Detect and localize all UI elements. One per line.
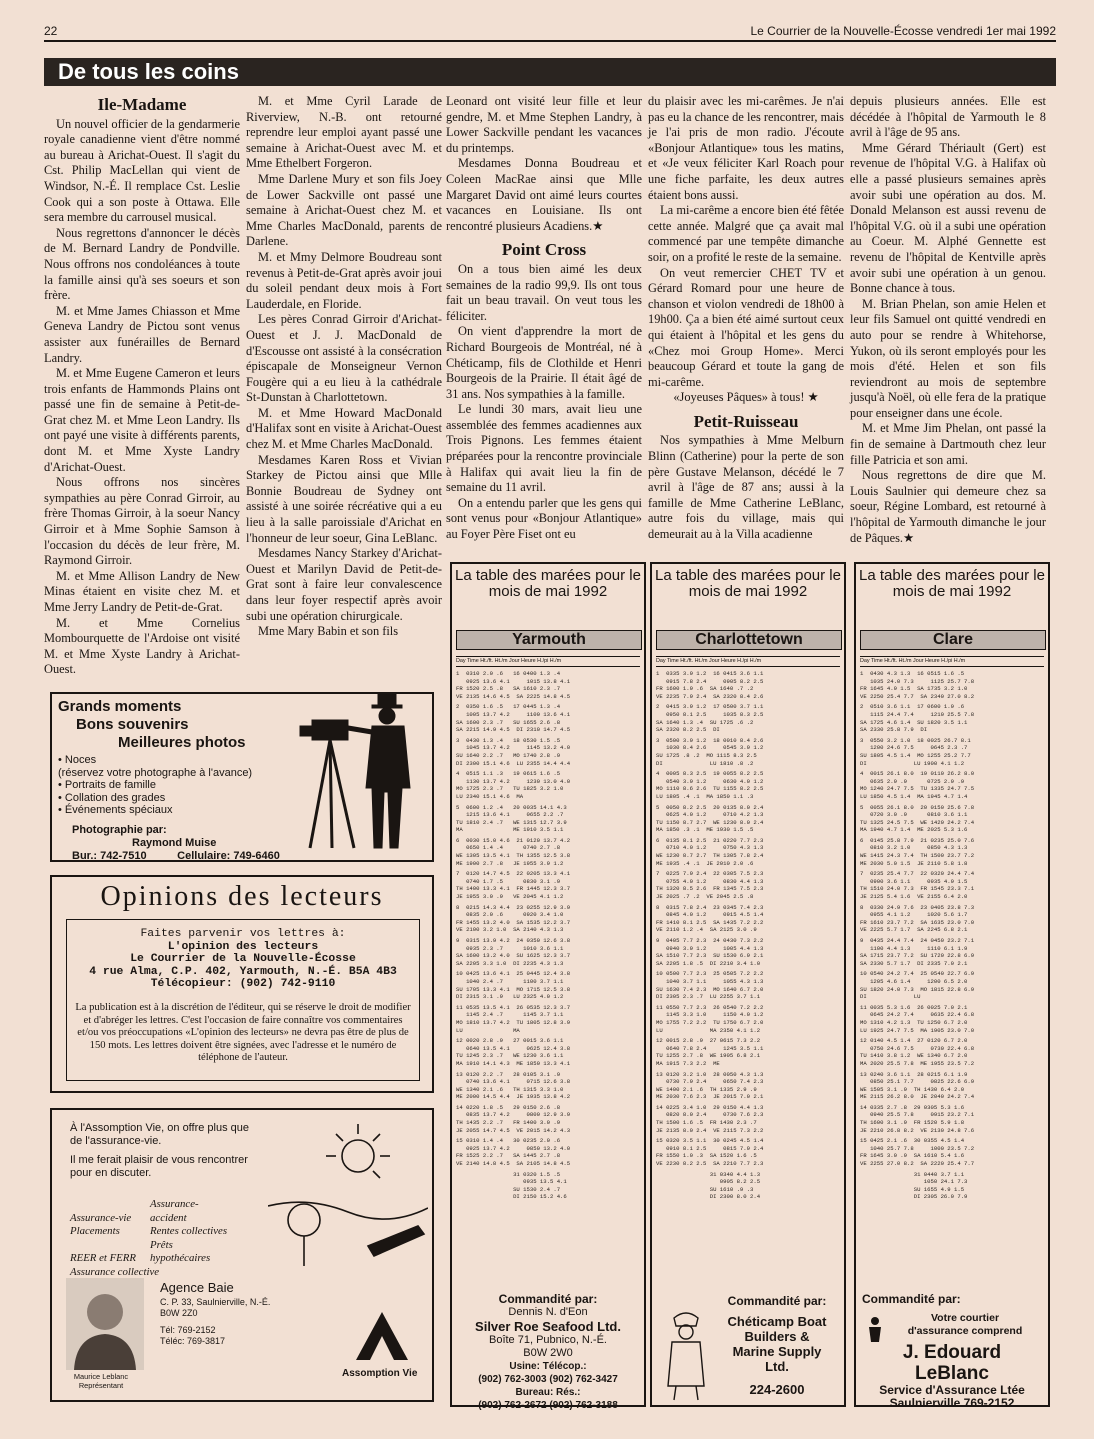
tide-row: MO 1310 4.2 1.3 TU 1250 6.7 2.0 [860, 1018, 968, 1026]
tide-row: TH 1400 13.3 4.1 FR 1445 12.3 3.7 [456, 885, 571, 893]
tide-row: 14 0220 1.8 .5 29 0150 2.6 .8 [456, 1103, 561, 1111]
tide-row: 0955 4.1 1.2 1020 5.6 1.7 [860, 911, 968, 919]
tide-row: 0740 1.7 .5 0830 3.1 .9 [456, 877, 561, 885]
tide-row: 15 0310 1.4 .4 30 0235 2.0 .6 [456, 1137, 561, 1145]
opinions-address: Faites parvenir vos lettres à: L'opinion des lecteurs Le Courrier de la Nouvelle-Écosse 4 rue Alma, C.P. 402, Yarmouth, N.-É. B5A 4B3 Télécopieur: (902) 742-9110 [89, 928, 397, 991]
tide-row: JE 2135 8.0 2.4 VE 2115 7.3 2.2 [656, 1126, 764, 1134]
paragraph: Mme Gérard Thériault (Gert) est revenue de l'hôpital V.G. à Halifax où elle a passé plusieurs semaines après avoir subi une opération au dos. M. Donald Melanson est aussi revenu de l'hôpital V.G. où il a subi une opération au Coeur. M. Alphé Gennette est revenu de l'hôpital de Kentville après avoir subi une opération à un genou. Bonne chance à tous. [850, 140, 1046, 296]
tide-row: 0940 25.5 7.8 0915 23.2 7.1 [860, 1111, 975, 1119]
tide-row: SU 1805 4.5 1.4 MO 1255 25.2 7.7 [860, 751, 971, 759]
paragraph: M. et Mmy Delmore Boudreau sont revenus à Petit-de-Grat après avoir joui du soleil pendant deux mois à Fort Lauderdale, en Floride. [246, 249, 442, 311]
tide-row: TU 1245 2.3 .7 WE 1230 3.6 1.1 [456, 1052, 564, 1060]
tide-row: 15 0320 3.5 1.1 30 0245 4.5 1.4 [656, 1137, 764, 1145]
tide-row: 0730 7.9 2.4 0650 7.4 2.3 [656, 1078, 764, 1086]
tide-title: La table des marées pour le mois de mai 1992 [455, 567, 641, 600]
tide-row: MA 1910 14.1 4.3 ME 1850 13.3 4.1 [456, 1059, 571, 1067]
paragraph: Nous offrons nos sincères sympathies au père Conrad Girroir, au frère Thomas Girroir, à la soeur Nancy Girroir et à Mme Sophie Samson à l'occasion du décès de leur frère, M. Raymond Girroir. [44, 475, 240, 568]
tide-row: VE 2110 1.2 .4 SA 2125 3.0 .9 [656, 926, 757, 934]
tide-row: LU 2340 15.1 4.6 MA [456, 792, 524, 800]
tide-row: 10 0500 7.7 2.3 25 0505 7.2 2.2 [656, 970, 764, 978]
tide-row: SU 1610 .9 .3 [656, 1185, 754, 1193]
tide-row: 0740 13.6 4.1 0715 12.6 3.8 [456, 1078, 571, 1086]
tide-row: JE 2055 14.7 4.5 VE 2015 14.2 4.3 [456, 1126, 571, 1134]
tide-row: FR 1455 13.2 4.0 SA 1535 12.2 3.7 [456, 918, 571, 926]
tide-row: DI 2315 3.1 .9 LU 2325 4.0 1.2 [456, 993, 564, 1001]
column-5 [850, 94, 1046, 546]
tide-row: DI 2305 26.0 7.9 [860, 1193, 968, 1201]
tide-row: 8 0315 7.8 2.4 23 0345 7.4 2.3 [656, 903, 764, 911]
tide-row: 15 0425 2.1 .6 30 0355 4.5 1.4 [860, 1137, 965, 1145]
tide-row: SU 1630 7.4 2.3 MO 1640 6.7 2.0 [656, 985, 764, 993]
paragraph: La mi-carême a encore bien été fêtée cette année. Malgré que ça avait mal commencé par une tempête dimanche soir, on a profité le reste de la semaine. [648, 203, 844, 264]
heading-point-cross: Point Cross [501, 240, 587, 260]
tide-row: 1100 4.4 1.3 1110 6.1 1.9 [860, 944, 968, 952]
tide-row: SA 2330 5.7 1.7 DI 2335 7.0 2.1 [860, 959, 968, 967]
tide-row: 11 0550 7.7 2.3 26 0540 7.2 2.2 [656, 1003, 764, 1011]
tide-row: 3 0500 3.9 1.2 18 0010 8.4 2.6 [656, 736, 764, 744]
tide-row: 2 0350 1.6 .5 17 0445 1.3 .4 [456, 703, 561, 711]
paragraph: Mesdames Karen Ross et Vivian Starkey de Pictou ainsi que Mlle Bonnie Boudreau de Sydney ont assisté à une soirée récréative qui a eu lieu à la salle paroissiale d'Arichat en l'honneur de leur soeur, Gina LeBlanc. [246, 452, 442, 545]
tide-row: 1130 13.7 4.2 1230 13.0 4.0 [456, 777, 571, 785]
page-number: 22 [44, 24, 58, 38]
heading-petit-ruisseau: Petit-Ruisseau [693, 411, 799, 431]
tide-row: 0835 2.0 .6 0920 3.4 1.0 [456, 911, 564, 919]
paragraph: Leonard ont visité leur fille et leur gendre, M. et Mme Stephen Landry, à Lower Sackville pendant les vacances du printemps. [446, 94, 642, 155]
section-banner [44, 58, 1056, 86]
tide-row: FR 1525 2.2 .7 SA 1445 2.7 .8 [456, 1152, 561, 1160]
tide-row: 0640 13.5 4.1 0625 12.4 3.8 [456, 1044, 571, 1052]
tide-row: LU 1850 4.5 1.4 MA 1945 4.7 1.4 [860, 792, 968, 800]
tide-row: MO 1810 13.7 4.2 TU 1805 12.8 3.9 [456, 1018, 571, 1026]
tide-row: SU 1725 .8 .2 MO 1115 8.3 2.5 [656, 751, 757, 759]
tide-row: DI LU [860, 993, 921, 1001]
tide-row: MO 1240 24.7 7.5 TU 1335 24.7 7.5 [860, 785, 975, 793]
tide-row: 0910 8.1 2.5 0815 7.9 2.4 [656, 1144, 764, 1152]
tide-row: 7 0235 25.4 7.7 22 0320 24.4 7.4 [860, 870, 975, 878]
tide-row: 0925 13.6 4.1 1015 13.8 4.1 [456, 677, 571, 685]
tide-row: 9 0435 24.4 7.4 24 0450 23.2 7.1 [860, 937, 975, 944]
tide-location: Yarmouth [456, 630, 642, 650]
column-4 [648, 94, 844, 543]
paragraph: On a entendu parler que les gens qui sont venus pour «Bonjour Atlantique» au Foyer Père Fiset ont eu [446, 495, 642, 542]
tide-header: Day Time Ht./ft. Ht./m Jour Heure H./pi H./m [860, 656, 1044, 667]
tide-row: SU 1820 24.0 7.3 MO 1815 22.8 6.9 [860, 985, 975, 993]
tide-row: 0820 8.0 2.4 0730 7.6 2.3 [656, 1111, 764, 1119]
column-1 [44, 94, 240, 678]
tide-row: MO 1755 7.2 2.2 TU 1750 6.7 2.0 [656, 1018, 764, 1026]
tide-row: 4 0005 8.3 2.5 19 0055 8.2 2.5 [656, 770, 764, 778]
tide-row: SA 2215 14.9 4.5 DI 2310 14.7 4.5 [456, 726, 571, 734]
tide-row: WE 1400 2.1 .6 TH 1335 2.9 .9 [656, 1085, 757, 1093]
tide-row: JE 1955 3.0 .9 VE 2045 4.1 1.2 [456, 893, 564, 901]
tide-sponsor: Commandité par: Votre courtier d'assurance comprend J. Edouard LeBlanc Service d'Assurance Ltée Saulnierville 769-2152 [862, 1292, 1025, 1410]
tide-row: VE 2250 25.4 7.7 SA 2340 27.0 8.2 [860, 692, 975, 700]
tide-row: MA ME 1910 3.5 1.1 [456, 826, 564, 834]
paragraph: Les pères Conrad Girroir d'Arichat-Ouest et J. J. MacDonald de d'Escousse ont assisté à la consécration épiscapale de Monseigneur Vernon Fougère qui a eu lieu à la cathédrale St-Dunstan à Charlottetown. [246, 312, 442, 405]
tide-row: 1005 13.7 4.2 1100 13.6 4.1 [456, 710, 571, 718]
paragraph: depuis plusieurs années. Elle est décédée à l'hôpital de Yarmouth le 8 avril à l'âge de 95 ans. [850, 94, 1046, 140]
tide-row: 12 0015 2.8 .9 27 0615 7.3 2.2 [656, 1037, 761, 1045]
tide-location: Charlottetown [656, 630, 842, 650]
tide-row: JE 2025 .7 .2 VE 2045 2.5 .8 [656, 893, 754, 901]
paragraph: «Joyeuses Pâques» à tous! ★ [673, 390, 819, 405]
tide-row: SA 1510 7.7 2.3 SU 1530 6.9 2.1 [656, 952, 764, 960]
opinions-title: Opinions des lecteurs [100, 881, 384, 912]
assomption-logo-icon [354, 1310, 410, 1364]
tide-row: 0810 3.2 1.0 0850 4.3 1.3 [860, 844, 968, 852]
page-header [44, 24, 1056, 40]
tide-row: 13 0120 3.2 1.0 28 0050 4.3 1.3 [656, 1070, 764, 1078]
tide-row: 3 0550 3.2 1.0 18 0025 26.7 8.1 [860, 736, 971, 744]
tide-row: TU 1255 2.7 .8 WE 1905 6.8 2.1 [656, 1052, 761, 1060]
tide-row: FR 1610 23.7 7.2 SA 1635 23.0 7.0 [860, 918, 975, 926]
paragraph: du plaisir avec les mi-carêmes. Je n'ai pas eu la chance de les rencontrer, mais je l'ai pris de mon radio. J'écoute «Bonjour Atlantique» tous les matins, et «Je veux féliciter Karl Roach pour une fiche parfaite, les deux autres étaient bons aussi. [648, 94, 844, 202]
tide-row: ME 2000 14.5 4.4 JE 1935 13.8 4.2 [456, 1093, 571, 1101]
tide-row: 1 0335 3.9 1.2 16 0415 3.6 1.1 [656, 670, 764, 677]
tide-row: 0905 8.2 2.5 [656, 1178, 761, 1186]
paragraph: On vient d'apprendre la mort de Richard Bourgeois de Montréal, né à Chéticamp, fils de Clothilde et Henri Bourgeois de la Prairie. Il était âgé de 31 ans. Nos sympathies à la famille. [446, 324, 642, 401]
tide-row: 2 0510 3.6 1.1 17 0600 1.9 .6 [860, 703, 965, 711]
tide-row: 1145 2.4 .7 1145 3.7 1.1 [456, 1011, 564, 1019]
tide-row: 1035 24.0 7.3 1125 25.7 7.8 [860, 677, 975, 685]
tide-row: 31 0440 3.7 1.1 [860, 1170, 965, 1178]
paragraph: M. et Mme Cyril Larade de Riverview, N.-B. ont retourné reprendre leur emploi ayant passé une semaine à Arichat-Ouest avec M. et Mme Ethelbert Forgeron. [246, 94, 442, 171]
tide-row: 7 0225 7.9 2.4 22 0305 7.5 2.3 [656, 870, 764, 878]
tide-row: 0640 7.8 2.4 1245 3.5 1.1 [656, 1044, 764, 1052]
paragraph: Mesdames Nancy Starkey d'Arichat-Ouest et Marilyn David de Petit-de-Grat sont à faire leur convalescence dans leur foyer respectif après avoir subi une opération chirurgicale. [246, 546, 442, 623]
tide-row: 4 0015 26.1 8.0 19 0110 26.2 8.0 [860, 770, 975, 778]
tide-title: La table des marées pour le mois de mai 1992 [859, 567, 1045, 600]
tide-row: 0635 2.9 .9 0725 2.9 .9 [860, 777, 965, 785]
tide-row: MO 1725 2.3 .7 TU 1825 3.2 1.0 [456, 785, 564, 793]
tide-row: 5 0050 8.2 2.5 20 0135 8.0 2.4 [656, 803, 764, 811]
tide-row: 0650 1.4 .4 0740 2.7 .8 [456, 844, 561, 852]
tide-row: FR 1600 1.9 .6 SA 1640 .7 .2 [656, 685, 754, 693]
tide-row: DI LU 1900 4.1 1.2 [860, 759, 965, 767]
sun-tree-drawing-icon [268, 1116, 428, 1286]
tide-row: TH 1600 3.1 .9 FR 1520 5.9 1.8 [860, 1119, 965, 1127]
agent-caption: Maurice Leblanc Représentant [73, 1372, 129, 1390]
tide-row: SA 2320 8.2 2.5 DI [656, 726, 720, 734]
paragraph: Un nouvel officier de la gendarmerie royale canadienne vient d'être nommé au bureau à Arichat-Ouest. Il s'agit du Cst. Philip MacLellan qui vient de Windsor, N.-É. Il remplace Cst. Leslie Cook qui a son poste à Ottawa. Elle sera membre du carrousel musical. [44, 116, 240, 225]
tide-row: SA 2205 3.3 1.0 DI 2235 4.3 1.3 [456, 959, 564, 967]
tide-row: LU MA [456, 1026, 520, 1034]
paragraph: Nous regrettons de dire que M. Louis Saulnier qui demeure chez sa soeur, Régine Lombard, est retourné à l'hôpital de Yarmouth dimanche le jour de Pâques.★ [850, 468, 1046, 545]
tide-title: La table des marées pour le mois de mai 1992 [655, 567, 841, 600]
tide-row: FR 1645 4.9 1.5 SA 1735 3.2 1.0 [860, 685, 968, 693]
tide-row: SA 1640 1.3 .4 SU 1725 .6 .2 [656, 718, 754, 726]
tide-row: 0710 4.0 1.2 0750 4.3 1.3 [656, 844, 764, 852]
tide-row: 0625 4.0 1.2 0710 4.2 1.3 [656, 811, 764, 819]
tide-row: 14 0225 3.4 1.0 29 0150 4.4 1.3 [656, 1103, 764, 1111]
tide-row: DI 2300 15.1 4.6 LU 2355 14.4 4.4 [456, 759, 571, 767]
tide-row: TU 1410 3.8 1.2 WE 1340 6.7 2.0 [860, 1052, 968, 1060]
tide-row: 1050 24.1 7.3 [860, 1178, 968, 1186]
tide-row: JE 2210 26.8 8.2 VE 2130 24.8 7.6 [860, 1126, 975, 1134]
tide-row: 4 0515 1.1 .3 19 0615 1.6 .5 [456, 770, 561, 778]
tide-row: VE 2225 5.7 1.7 SA 2245 6.8 2.1 [860, 926, 968, 934]
tide-row: 0645 24.2 7.4 0635 22.4 6.8 [860, 1011, 975, 1019]
paragraph: M. et Mme Howard MacDonald d'Halifax sont en visite à Arichat-Ouest chez M. et Mme Charles MacDonald. [246, 405, 442, 452]
tide-row: 0935 2.3 .7 1010 3.6 1.1 [456, 944, 564, 952]
tide-row: WE 1415 24.3 7.4 TH 1500 23.7 7.2 [860, 852, 975, 860]
tide-row: 0720 3.0 .9 0810 3.6 1.1 [860, 811, 968, 819]
tide-row: 14 0335 2.7 .8 29 0305 5.3 1.6 [860, 1103, 965, 1111]
opinions-inner [66, 919, 420, 1081]
tide-row: WE 1305 13.5 4.1 TH 1355 12.5 3.8 [456, 852, 571, 860]
paragraph: Le lundi 30 mars, avait lieu une assemblée des femmes acadiennes aux Trois Pignons. Les femmes étaient préparées pour la rencontre provinciale à Halifax qui avait lieu la fin de semaine du 11 avril. [446, 402, 642, 495]
tide-row: 1040 25.7 7.8 1000 23.5 7.2 [860, 1144, 975, 1152]
tide-row: 31 0340 4.4 1.3 [656, 1170, 761, 1178]
tide-row: 0845 4.0 1.2 0915 4.5 1.4 [656, 911, 764, 919]
agent-portrait [66, 1278, 144, 1370]
photographer-credit: Photographie par: Raymond Muise Bur.: 742-7510 Cellulaire: 749-6460 [72, 824, 280, 862]
tide-row: SA 1715 23.7 7.2 SU 1720 22.8 6.9 [860, 952, 975, 960]
tide-row: 5 0055 26.1 8.0 20 0150 25.6 7.8 [860, 803, 975, 811]
service-list: • Noces (réservez votre photographe à l'avance) • Portraits de famille • Collation des grades • Événements spéciaux [58, 754, 253, 816]
tide-row: SU 1530 2.4 .7 [456, 1185, 561, 1193]
tide-row: 11 0535 13.5 4.1 26 0535 12.3 3.7 [456, 1003, 571, 1011]
tide-row: SA 1600 2.3 .7 SU 1655 2.6 .8 [456, 718, 561, 726]
tide-row: 1205 4.6 1.4 1200 6.5 2.0 [860, 977, 968, 985]
tide-row: 2 0415 3.9 1.2 17 0500 3.7 1.1 [656, 703, 764, 711]
tide-row: ME 2115 26.2 8.0 JE 2040 24.2 7.4 [860, 1093, 975, 1101]
column-2 [246, 94, 442, 640]
tide-row: DI 2300 8.0 2.4 [656, 1193, 761, 1201]
tide-row: 10 0425 13.6 4.1 25 0445 12.4 3.8 [456, 970, 571, 978]
tide-row: ME 1935 .4 .1 JE 2010 2.0 .6 [656, 859, 754, 867]
header-rule [44, 40, 1056, 42]
tide-row: 31 0320 1.5 .5 [456, 1170, 561, 1178]
tide-header: Day Time Ht./ft. Ht./m Jour Heure H./pi H./m [656, 656, 840, 667]
tide-row: TU 1150 8.7 2.7 WE 1230 8.0 2.4 [656, 818, 764, 826]
tide-row: TH 1510 24.0 7.3 FR 1545 23.3 7.1 [860, 885, 975, 893]
tide-row: 13 0120 2.2 .7 28 0105 3.1 .9 [456, 1070, 561, 1078]
masthead: Le Courrier de la Nouvelle-Écosse vendredi 1er mai 1992 [750, 24, 1056, 38]
tide-row: VE 2235 7.9 2.4 SA 2320 8.4 2.6 [656, 692, 764, 700]
tide-sponsor: Commandité par: Chéticamp Boat Builders & Marine Supply Ltd. 224-2600 [727, 1294, 827, 1397]
assomption-ad [50, 1108, 434, 1402]
paragraph: M. et Mme Eugene Cameron et leurs trois enfants de Hammonds Plains ont passé une fin de semaine à Petit-de-Grat chez M. et Mme Leon Landry. Ils ont payé une visite à différents parents, dont M. et Mme Xyste Landry d'Arichat-Ouest. [44, 366, 240, 474]
paragraph: M. et Mme Cornelius Mombourquette de l'Ardoise ont visité M. et Mme Xyste Landry à Arichat-Ouest. [44, 615, 240, 677]
tide-row: LU 1805 .4 .1 MA 1850 1.1 .3 [656, 792, 754, 800]
tide-row: 1 0430 4.3 1.3 16 0515 1.6 .5 [860, 670, 965, 677]
tide-row: DI 2305 2.3 .7 LU 2255 3.7 1.1 [656, 993, 761, 1001]
tide-row: FR 1520 2.5 .8 SA 1610 2.3 .7 [456, 685, 561, 693]
tide-row: TU 1325 24.5 7.5 WE 1420 24.2 7.4 [860, 818, 975, 826]
tide-rows [860, 670, 1044, 1290]
tide-row: 1115 24.4 7.4 1210 25.5 7.8 [860, 710, 975, 718]
tide-row: 1030 8.4 2.6 0545 3.9 1.2 [656, 744, 764, 752]
tide-row: 0755 4.0 1.2 0830 4.4 1.3 [656, 877, 764, 885]
tide-row: SU 1640 2.2 .7 MO 1740 2.8 .9 [456, 751, 561, 759]
product-list: Assurance-vieAssurance-accident Placements Rentes collectives REER et FERRPrêts hypothécaires Assurance collective [70, 1198, 228, 1278]
tide-row: SU 1655 4.9 1.5 [860, 1185, 965, 1193]
paragraph: On veut remercier CHET TV et Gérard Romard pour une heure de chanson et violon vendredi de 18h00 à 19h00. Ça a bien été aimé surtout ceux qui étaient à l'hôpital et les gens du «Chez moi Group Home». Merci beaucoup Gérard et toute la gang de mi-carême. [648, 265, 844, 389]
tide-row: 0900 3.6 1.1 0935 4.9 1.5 [860, 877, 968, 885]
tide-row: JE 2125 5.4 1.6 VE 2155 6.4 2.0 [860, 893, 968, 901]
tide-row: ME 2030 7.6 2.3 JE 2015 7.0 2.1 [656, 1093, 764, 1101]
tide-row: MA 1850 .3 .1 ME 1930 1.5 .5 [656, 826, 754, 834]
tide-row: 0950 8.1 2.5 1035 8.3 2.5 [656, 710, 764, 718]
tide-row: TH 1320 8.5 2.6 FR 1345 7.5 2.3 [656, 885, 764, 893]
tide-row: SA 2205 1.8 .5 DI 2210 3.4 1.0 [656, 959, 761, 967]
tide-row: 0915 7.8 2.4 0905 8.2 2.5 [656, 677, 764, 685]
tide-row: 9 0315 13.9 4.2 24 0350 12.6 3.8 [456, 937, 571, 944]
tide-row: 0925 13.7 4.2 0850 13.2 4.0 [456, 1144, 571, 1152]
tide-row: LU MA 2350 4.1 1.2 [656, 1026, 761, 1034]
tide-row: 12 0020 2.8 .9 27 0015 3.6 1.1 [456, 1037, 564, 1045]
tide-row: SA 1725 4.6 1.4 SU 1820 3.5 1.1 [860, 718, 968, 726]
tide-row: 0540 3.9 1.2 0630 4.0 1.2 [656, 777, 764, 785]
tide-sponsor: Commandité par: Dennis N. d'Eon Silver Roe Seafood Ltd. Boîte 71, Pubnico, N.-É. B0W 2W0 Usine: Télécop.: (902) 762-3003 (902) 762-3427 Bureau: Rés.: (902) 762-2672 (902) 762-3188 [475, 1292, 621, 1411]
tide-row: ME 2030 5.0 1.5 JE 2110 5.8 1.8 [860, 859, 968, 867]
tide-row: 1215 13.6 4.1 0655 2.2 .7 [456, 811, 564, 819]
tide-row: TH 1500 1.6 .5 FR 1430 2.3 .7 [656, 1119, 757, 1127]
tide-row: DI 2150 15.2 4.6 [456, 1193, 567, 1201]
paragraph: Mesdames Donna Boudreau et Coleen MacRae ainsi que Mlle Margaret David ont aimé leurs courtes vacances en Louisiane. Ils ont rencontré plusieurs Acadiens.★ [446, 156, 642, 233]
tide-row: LU 1925 24.7 7.5 MA 1905 23.0 7.0 [860, 1026, 975, 1034]
tide-row: 7 0120 14.7 4.5 22 0205 13.3 4.1 [456, 870, 571, 878]
tide-row: FR 1645 3.0 .9 SA 1610 5.4 1.6 [860, 1152, 965, 1160]
tide-row: 5 0600 1.2 .4 20 0035 14.1 4.3 [456, 803, 567, 811]
tide-table-clare [854, 562, 1050, 1410]
tide-row: SA 1600 13.2 4.0 SU 1625 12.3 3.7 [456, 952, 571, 960]
tide-row: VE 2100 3.2 1.0 SA 2140 4.3 1.3 [456, 926, 564, 934]
photographer-silhouette-icon [292, 688, 432, 856]
tide-table-charlottetown [650, 562, 846, 1407]
tide-rows [456, 670, 640, 1290]
paragraph: Nos sympathies à Mme Melburn Blinn (Catherine) pour la perte de son père Gustave Melanson, décédé le 7 avril à l'âge de 87 ans; aussi à la famille de Mme Catherine LeBlanc, autre fois du village, mais qui demeurait au à la Villa acadienne [648, 433, 844, 542]
tide-header: Day Time Ht./ft. Ht./m Jour Heure H./pi H./m [456, 656, 640, 667]
photographer-ad [50, 692, 434, 862]
tide-row: 10 0540 24.2 7.4 25 0540 22.7 6.9 [860, 970, 975, 978]
agent-info: Agence Baie C. P. 33, Saulnierville, N.-É. B0W 2Z0 Tél: 769-2152 Téléc: 769-3817 [160, 1280, 271, 1346]
tide-row: MO 1110 8.6 2.6 TU 1155 8.2 2.5 [656, 785, 764, 793]
tide-row: 1040 2.4 .7 1100 3.7 1.1 [456, 977, 564, 985]
tide-row: VE 2230 8.2 2.5 SA 2210 7.7 2.3 [656, 1160, 764, 1168]
tide-row: 0935 13.5 4.1 [456, 1178, 567, 1186]
section-title: De tous les coins [58, 59, 239, 84]
opinions-box [50, 875, 434, 1093]
tide-row: 8 0330 24.9 7.6 23 0405 23.8 7.3 [860, 903, 975, 911]
column-3 [446, 94, 642, 543]
tide-row: WE 1505 3.1 .9 TH 1430 6.4 2.0 [860, 1085, 965, 1093]
tide-row: WE 1340 2.1 .6 TH 1315 3.3 1.0 [456, 1085, 564, 1093]
tide-row: 12 0140 4.5 1.4 27 0120 6.7 2.0 [860, 1037, 968, 1045]
paragraph: M. Brian Phelan, son amie Helen et leur fils Samuel ont quitté vendredi en auto pour se rendre à Whitehorse, Yukon, où ils seront employés pour les mois d'été. Helen et son fils reviendront au mois de septembre jusqu'à Noël, où elle fera de la pratique pour enseigner dans une école. [850, 296, 1046, 420]
tide-row: 8 0215 14.3 4.4 23 0255 12.9 3.9 [456, 903, 571, 911]
tide-row: VE 2140 14.8 4.5 SA 2105 14.8 4.5 [456, 1160, 571, 1168]
tide-row: VE 2255 27.0 8.2 SA 2220 25.4 7.7 [860, 1160, 975, 1168]
tide-row: 1045 13.7 4.2 1145 13.2 4.0 [456, 744, 571, 752]
tide-row: DI LU 1810 .8 .2 [656, 759, 754, 767]
ad-headline: Grands moments Bons souvenirs Meilleures photos [58, 698, 246, 751]
paragraph: Mme Darlene Mury et son fils Joey de Lower Sackville ont passé une semaine à Arichat-Ouest chez M. et Mme Charles MacDonald, parents de Darlene. [246, 171, 442, 249]
assomption-intro: À l'Assomption Vie, on offre plus que de l'assurance-vie. Il me ferait plaisir de vous rencontrer pour en discuter. [70, 1122, 250, 1179]
paragraph: M. et Mme James Chiasson et Mme Geneva Landry de Pictou sont venus assister aux funérailles de Bernard Landry. [44, 303, 240, 365]
heading-ile-madame: Ile-Madame [97, 95, 187, 114]
tide-row: FR 1410 8.1 2.5 SA 1435 7.2 2.2 [656, 918, 764, 926]
tide-row: 11 0035 5.3 1.6 26 0025 7.0 2.1 [860, 1003, 968, 1011]
tide-table-yarmouth [450, 562, 646, 1411]
tide-location: Clare [860, 630, 1046, 650]
tide-row: VE 2135 14.6 4.5 SA 2225 14.8 4.5 [456, 692, 571, 700]
tide-row: 1 0310 2.0 .6 16 0400 1.3 .4 [456, 670, 561, 677]
tide-row: SU 1705 13.3 4.1 MO 1715 12.5 3.8 [456, 985, 571, 993]
tide-row: 1200 24.6 7.5 0645 2.3 .7 [860, 744, 968, 752]
tide-row: FR 1550 1.0 .3 SA 1520 1.6 .5 [656, 1152, 757, 1160]
tide-row: TH 1435 2.2 .7 FR 1400 3.0 .9 [456, 1119, 561, 1127]
tide-row: 9 0405 7.7 2.3 24 0430 7.3 2.2 [656, 937, 764, 944]
tide-row: 0750 24.6 7.5 0730 22.4 6.8 [860, 1044, 975, 1052]
paragraph: M. et Mme Allison Landry de New Minas étaient en visite chez M. et Mme Jerry Landry de Petit-de-Grat. [44, 568, 240, 614]
tide-row: 6 0135 8.1 2.5 21 0220 7.7 2.3 [656, 836, 764, 844]
person-logo-icon [866, 1316, 884, 1342]
tide-row: TU 1810 2.4 .7 WE 1315 12.7 3.9 [456, 818, 567, 826]
tide-row: 13 0240 3.6 1.1 28 0215 6.1 1.9 [860, 1070, 968, 1078]
paragraph: Nous regrettons d'annoncer le décès de M. Bernard Landry de Pondville. Nous offrons nos condoléances à toute la famille ainsi qu'à ses soeurs et son frère. [44, 225, 240, 303]
paragraph: Mme Mary Babin et son fils [258, 624, 399, 639]
tide-row: 3 0430 1.3 .4 18 0530 1.5 .5 [456, 736, 561, 744]
tide-row: 0940 3.9 1.2 1005 4.4 1.3 [656, 944, 764, 952]
tide-row: MA 2020 25.5 7.8 ME 1955 23.5 7.2 [860, 1059, 975, 1067]
fisherman-drawing-icon [660, 1306, 712, 1402]
tide-row: MA 1915 7.3 2.2 ME [656, 1059, 720, 1067]
tide-row: 1145 3.3 1.0 1150 4.0 1.2 [656, 1011, 764, 1019]
opinions-note: La publication est à la discrétion de l'éditeur, qui se réserve le droit de modifier et d'abréger les lettres. C'est l'occasion de faire connaître vos commentaires et/ou vos préoccupations «L'opinion des lecteurs» ne devra pas être de plus de 150 mots. Les lettres doivent être signées, avec l'adresse et le numéro de téléphone de l'auteur. [75, 1002, 411, 1064]
tide-row: WE 1230 8.7 2.7 TH 1305 7.8 2.4 [656, 852, 764, 860]
tide-rows [656, 670, 840, 1290]
tide-row: 0850 25.1 7.7 0825 22.6 6.9 [860, 1078, 975, 1086]
paragraph: M. et Mme Jim Phelan, ont passé la fin de semaine à Dartmouth chez leur fille Patricia et son ami. [850, 421, 1046, 467]
tide-row: MA 1940 4.7 1.4 ME 2025 5.3 1.6 [860, 826, 968, 834]
tide-row: 1040 3.7 1.1 1055 4.3 1.3 [656, 977, 764, 985]
tide-row: 6 0030 15.0 4.6 21 0120 13.7 4.2 [456, 836, 571, 844]
assomption-logo-text: Assomption Vie [342, 1368, 418, 1379]
paragraph: On a tous bien aimé les deux semaines de la radio 99,9. Ils ont tous fait un beau travail. On veut tous les féliciter. [446, 261, 642, 323]
tide-row: 0835 13.7 4.2 0800 12.9 3.9 [456, 1111, 571, 1119]
tide-row: 6 0145 25.8 7.9 21 0235 25.0 7.6 [860, 836, 975, 844]
tide-row: ME 1900 2.7 .8 JE 1955 3.9 1.2 [456, 859, 564, 867]
tide-row: SA 2330 25.8 7.9 DI [860, 726, 928, 734]
